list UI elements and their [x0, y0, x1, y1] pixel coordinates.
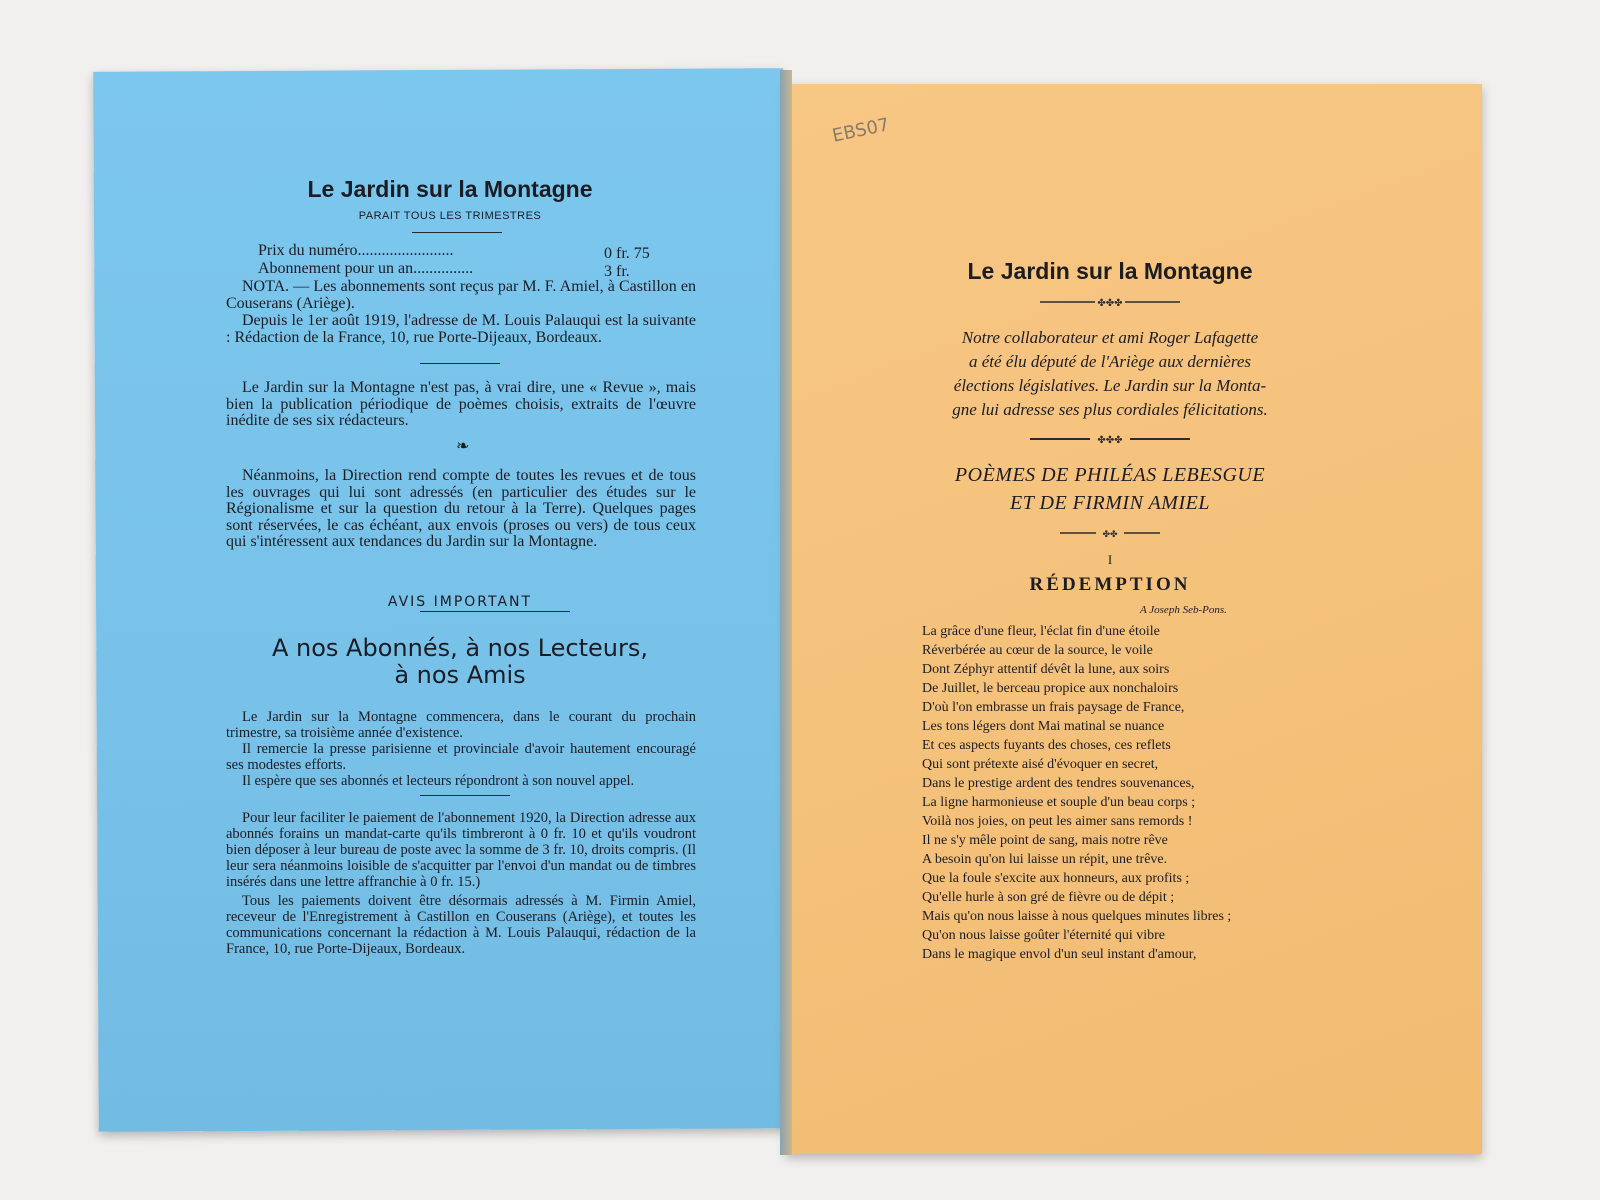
- poem-dedication: A Joseph Seb-Pons.: [1140, 604, 1227, 616]
- poem-line: Dans le prestige ardent des tendres souvenances,: [922, 776, 1195, 791]
- poem-line: La grâce d'une fleur, l'éclat fin d'une étoile: [922, 624, 1160, 639]
- svg-text:✤✤: ✤✤: [1102, 529, 1118, 539]
- announcement-line-2: a été élu député de l'Ariège aux dernières: [969, 352, 1251, 371]
- poems-title-line-2: ET DE FIRMIN AMIEL: [1010, 492, 1210, 514]
- left-rule-2: [420, 795, 510, 796]
- title-ornament-icon: [1040, 295, 1180, 307]
- right-page-orange: [786, 84, 1482, 1154]
- section-number: I: [1107, 552, 1113, 567]
- poem-line: Dans le magique envol d'un seul instant d'amour,: [922, 947, 1197, 962]
- book-spine-gutter: [780, 70, 792, 1155]
- poem-line: Il ne s'y mêle point de sang, mais notre rêve: [922, 833, 1168, 848]
- notice-paragraph-2: Il remercie la presse parisienne et provinciale d'avoir hautement encouragé ses modestes efforts.: [226, 741, 696, 773]
- pencil-annotation: EBS07: [830, 114, 892, 147]
- notice-paragraph-1: Le Jardin sur la Montagne commencera, dans le courant du prochain trimestre, sa troisième année d'existence.: [226, 709, 696, 741]
- poem-line: Qu'elle hurle à son gré de fièvre ou de dépit ;: [922, 890, 1175, 905]
- poem-line: Qui sont prétexte aisé d'évoquer en secret,: [922, 757, 1159, 772]
- price-label: Prix du numéro........................: [258, 243, 454, 259]
- notice-paragraph-3: Il espère que ses abonnés et lecteurs répondront à son nouvel appel.: [242, 773, 635, 789]
- poem-line: Dont Zéphyr attentif dévêt la lune, aux soirs: [922, 662, 1170, 677]
- revue-paragraph: Le Jardin sur la Montagne n'est pas, à vrai dire, une « Revue », mais bien la publication périodique de poèmes choisis, extraits de l'œuvre inédite de ses six rédacteurs.: [226, 379, 696, 429]
- poem-line: Réverbérée au cœur de la source, le voile: [922, 643, 1153, 658]
- subscription-value: 3 fr.: [604, 263, 630, 280]
- headline-line-1: A nos Abonnés, à nos Lecteurs,: [271, 634, 649, 662]
- announcement-line-3: élections législatives. Le Jardin sur la Monta-: [953, 376, 1267, 395]
- poem-line: Qu'on nous laisse goûter l'éternité qui vibre: [922, 928, 1165, 943]
- poem-line: La ligne harmonieuse et souple d'un beau corps ;: [922, 795, 1196, 810]
- poem-line: D'où l'on embrasse un frais paysage de France,: [922, 700, 1185, 715]
- avis-underline: [420, 611, 570, 612]
- poem-line: Voilà nos joies, on peut les aimer sans remords !: [922, 814, 1193, 829]
- poems-ornament-icon: [1060, 526, 1160, 538]
- avis-heading: AVIS IMPORTANT: [387, 594, 533, 610]
- left-rule-1: [420, 363, 500, 364]
- left-title-rule: [412, 232, 502, 233]
- poem-line: Et ces aspects fuyants des choses, ces reflets: [922, 738, 1171, 753]
- poem-line: De Juillet, le berceau propice aux nonchaloirs: [922, 681, 1179, 696]
- left-subtitle: PARAIT TOUS LES TRIMESTRES: [358, 210, 542, 222]
- svg-text:✤✤✤: ✤✤✤: [1097, 298, 1123, 308]
- left-title: Le Jardin sur la Montagne: [307, 176, 593, 202]
- payment-paragraph-1: Pour leur faciliter le paiement de l'abonnement 1920, la Direction adresse aux abonnés forains un mandat-carte qu'ils timbreront à 0 fr. 10 et qu'ils voudront bien déposer à leur bureau de poste avec la somme de 3 fr. 10, droits compris. (Il leur sera néanmoins loisible de s'acquitter par l'envoi d'un mandat ou de timbres insérés dans une lettre affranchie à 0 fr. 15.): [226, 810, 696, 890]
- price-value: 0 fr. 75: [604, 245, 650, 262]
- leaf-ornament-icon: ❧: [456, 438, 470, 455]
- svg-text:✤✤✤: ✤✤✤: [1097, 435, 1123, 445]
- right-title: Le Jardin sur la Montagne: [967, 258, 1253, 284]
- headline-line-2: à nos Amis: [394, 661, 526, 689]
- payment-paragraph-2: Tous les paiements doivent être désormais adressés à M. Firmin Amiel, receveur de l'Enregistrement à Castillon en Couserans (Ariège), et toutes les communications concernant la rédaction à M. Louis Palauqui, rédaction de la France, 10, rue Porte-Dijeaux, Bordeaux.: [226, 893, 696, 957]
- mid-ornament-icon: [1030, 432, 1190, 444]
- poem-line: Mais qu'on nous laisse à nous quelques minutes libres ;: [922, 909, 1232, 924]
- poem-line: Les tons légers dont Mai matinal se nuance: [922, 719, 1165, 734]
- subscription-label: Abonnement pour un an...............: [258, 261, 474, 277]
- poem-line: Que la foule s'excite aux honneurs, aux profits ;: [922, 871, 1190, 886]
- poems-title-line-1: POÈMES DE PHILÉAS LEBESGUE: [954, 464, 1266, 486]
- announcement-line-1: Notre collaborateur et ami Roger Lafagette: [961, 328, 1259, 347]
- nota-paragraph: NOTA. — Les abonnements sont reçus par M. F. Amiel, à Castillon en Couserans (Ariège).: [226, 278, 696, 312]
- announcement-line-4: gne lui adresse ses plus cordiales félicitations.: [952, 400, 1268, 419]
- address-paragraph: Depuis le 1er août 1919, l'adresse de M. Louis Palauqui est la suivante : Rédaction de la France, 10, rue Porte-Dijeaux, Bordeaux.: [226, 312, 696, 346]
- poem-line: A besoin qu'on lui laisse un répit, une trêve.: [922, 852, 1168, 867]
- poem-title: RÉDEMPTION: [1029, 574, 1191, 595]
- direction-paragraph: Néanmoins, la Direction rend compte de toutes les revues et de tous les ouvrages qui lui sont adressés (en particulier des études sur le Régionalisme et sur la question du retour à la Terre). Quelques pages sont réservées, le cas échéant, aux envois (proses ou vers) de tous ceux qui s'intéressent aux tendances du Jardin sur la Montagne.: [226, 467, 696, 550]
